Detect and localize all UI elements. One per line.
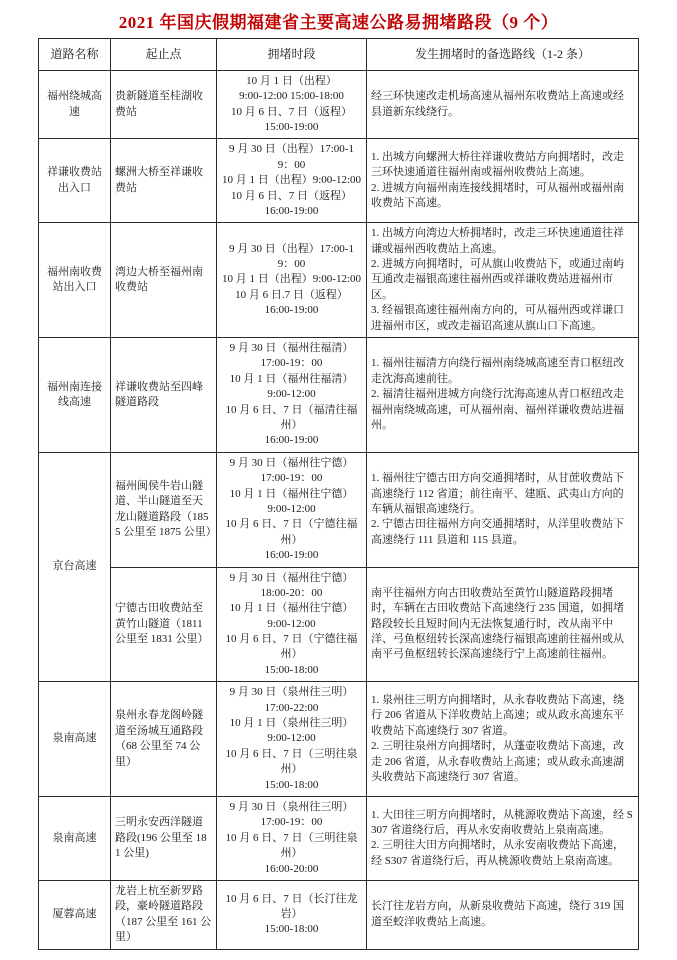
congestion-period-line: 9:00-12:00	[267, 388, 316, 401]
congestion-period-line: 15:00-18:00	[264, 663, 319, 676]
congestion-period-line: 10 月 6 日、7 日（三明往泉州）	[225, 747, 358, 776]
header-road-name: 道路名称	[39, 39, 111, 71]
congestion-period-line: 10 月 6 日、7 日（宁德往福州）	[225, 633, 358, 661]
congestion-period-cell	[217, 338, 367, 453]
congestion-period-cell	[217, 223, 367, 338]
alternative-route-item: 2. 进城方向拥堵时，可从旗山收费站下，或通过南屿互通改走福银高速往福州西或祥谦收费站进福州市区。	[371, 258, 624, 301]
congestion-period-line: 17:00-19：00	[260, 472, 323, 485]
start-end-cell: 泉州永春龙阁岭隧道至汤城互通路段（68 公里至 74 公里）	[111, 682, 217, 797]
congestion-period-line: 10 月 1 日（出程）9:00-12:00	[221, 174, 362, 187]
alternative-route-item: 长汀往龙岩方向，从新泉收费站下高速，绕行 319 国道至蛟洋收费站上高速。	[371, 900, 624, 928]
road-name-cell: 福州绕城高速	[39, 70, 111, 139]
congestion-period-line: 10 月 1 日（福州往福清）	[229, 372, 354, 385]
alternative-route-item: 2. 三明往泉州方向拥堵时，从蓬壶收费站下高速，改走 206 省道，从永春收费站上高速；或从政永高速湖头收费站下高速绕行 307 省道。	[371, 740, 624, 783]
alternative-route-item: 1. 福州往福清方向绕行福州南绕城高速至青口枢纽改走沈海高速前往。	[371, 357, 624, 385]
congestion-period-line: 9:00-12:00 15:00-18:00	[239, 90, 344, 103]
header-alternative-routes: 发生拥堵时的备选路线（1-2 条）	[367, 39, 639, 71]
congestion-period-line: 16:00-19:00	[264, 434, 319, 447]
page-title: 2021 年国庆假期福建省主要高速公路易拥堵路段（9 个）	[118, 13, 559, 32]
congestion-period-line: 10 月 6 日、7 日（返程）	[231, 105, 352, 118]
road-name-cell: 京台高速	[39, 452, 111, 681]
alternative-routes-cell	[367, 70, 639, 139]
table-row	[39, 70, 639, 139]
congestion-period-line: 10 月 6 日、7 日（长汀往龙岩）	[225, 892, 358, 921]
alternative-route-item: 经三环快速改走机场高速从福州东收费站上高速或经县道新东线绕行。	[371, 90, 624, 118]
alternative-route-item: 1. 出城方向螺洲大桥往祥谦收费站方向拥堵时，改走三环快速通道往福州南或福州收费站上高速。	[371, 151, 624, 179]
congestion-period-line: 9 月 30 日（出程）17:00-19：00	[229, 242, 354, 271]
congestion-period-line: 16:00-19:00	[264, 549, 319, 562]
congestion-period-cell	[217, 567, 367, 682]
congestion-period-line: 17:00-19：00	[260, 816, 323, 829]
table-row	[39, 139, 639, 223]
start-end-cell: 宁德古田收费站至黄竹山隧道（1811 公里至 1831 公里）	[111, 567, 217, 682]
header-congestion-period: 拥堵时段	[217, 39, 367, 71]
road-name-cell: 厦蓉高速	[39, 880, 111, 949]
congestion-period-line: 10 月 6 日、7 日（返程）	[231, 189, 352, 202]
congestion-period-line: 16:00-19:00	[264, 304, 319, 317]
alternative-routes-cell	[367, 338, 639, 453]
congestion-table-body	[39, 70, 639, 949]
congestion-period-line: 10 月 6 日、7 日（福清往福州）	[225, 403, 358, 431]
alternative-routes-cell	[367, 139, 639, 223]
start-end-cell: 龙岩上杭至新罗路段，豪岭隧道路段（187 公里至 161 公里）	[111, 880, 217, 949]
table-row	[39, 880, 639, 949]
congestion-period-line: 18:00-20：00	[260, 586, 323, 599]
road-name-cell: 福州南收费站出入口	[39, 223, 111, 338]
table-row	[39, 338, 639, 453]
road-name-cell: 祥谦收费站出入口	[39, 139, 111, 223]
congestion-period-line: 10 月 1 日（泉州往三明）	[229, 717, 354, 730]
congestion-period-line: 9 月 30 日（福州往宁德）	[229, 571, 354, 584]
congestion-period-line: 16:00-20:00	[264, 862, 319, 875]
start-end-cell: 三明永安西洋隧道路段(196 公里至 181 公里)	[111, 796, 217, 880]
congestion-period-line: 10 月 6 日、7 日（三明往泉州）	[225, 831, 358, 860]
road-name-cell: 福州南连接线高速	[39, 338, 111, 453]
alternative-route-item: 2. 宁德古田往福州方向交通拥堵时，从洋里收费站下高速绕行 111 县道和 115 县道。	[371, 518, 624, 546]
alternative-route-item: 1. 福州往宁德古田方向交通拥堵时，从甘蔗收费站下高速绕行 112 省道；前往南平、建瓯、武夷山方向的车辆从福银高速绕行。	[371, 472, 624, 515]
start-end-cell: 贵新隧道至桂湖收费站	[111, 70, 217, 139]
congestion-period-line: 10 月 1 日（福州往宁德）	[229, 602, 354, 615]
congestion-period-line: 10 月 6 日、7 日（宁德往福州）	[225, 518, 358, 546]
alternative-routes-cell	[367, 796, 639, 880]
alternative-routes-cell	[367, 880, 639, 949]
congestion-period-line: 10 月 1 日（福州往宁德）	[229, 487, 354, 500]
congestion-period-line: 9:00-12:00	[267, 617, 316, 630]
table-row	[39, 567, 639, 682]
congestion-period-line: 15:00-18:00	[264, 923, 319, 936]
congestion-period-cell	[217, 452, 367, 567]
alternative-routes-cell	[367, 223, 639, 338]
congestion-period-line: 17:00-19：00	[260, 357, 323, 370]
congestion-period-line: 10 月 6 日.7 日（返程）	[235, 288, 348, 301]
table-row	[39, 223, 639, 338]
road-name-cell: 泉南高速	[39, 682, 111, 797]
alternative-route-item: 1. 泉州往三明方向拥堵时，从永春收费站下高速，绕行 206 省道从下洋收费站上高速；或从政永高速东平收费站下高速绕行 307 省道。	[371, 693, 624, 737]
start-end-cell: 祥谦收费站至四峰隧道路段	[111, 338, 217, 453]
table-row	[39, 452, 639, 567]
alternative-routes-cell	[367, 567, 639, 682]
table-row	[39, 796, 639, 880]
start-end-cell: 福州闽侯牛岩山隧道、半山隧道至天龙山隧道路段（1855 公里至 1875 公里）	[111, 452, 217, 567]
congestion-period-cell	[217, 70, 367, 139]
congestion-period-line: 10 月 1 日（出程）	[246, 74, 337, 87]
congestion-period-line: 9 月 30 日（出程）17:00-19：00	[229, 143, 354, 171]
alternative-routes-cell	[367, 452, 639, 567]
start-end-cell: 湾边大桥至福州南收费站	[111, 223, 217, 338]
alternative-route-item: 南平往福州方向古田收费站至黄竹山隧道路段拥堵时，车辆在古田收费站下高速绕行 235 国道，如拥堵路段较长且短时间内无法恢复通行时，改从南平中洋、弓鱼枢纽转长深高速绕行福银高速前往福州或从南平弓鱼枢纽转长深高速绕行宁上高速前往福州。	[371, 586, 624, 661]
congestion-table	[38, 38, 639, 950]
congestion-period-line: 17:00-22:00	[264, 701, 319, 714]
congestion-period-line: 15:00-18:00	[264, 778, 319, 791]
congestion-period-line: 9 月 30 日（福州往宁德）	[229, 456, 354, 469]
congestion-period-line: 9 月 30 日（福州往福清）	[229, 342, 354, 355]
alternative-routes-cell	[367, 682, 639, 797]
congestion-period-line: 9:00-12:00	[267, 502, 316, 515]
table-header-row	[39, 39, 639, 71]
alternative-route-item: 2. 进城方向福州南连接线拥堵时，可从福州或福州南收费站下高速。	[371, 181, 624, 210]
congestion-period-cell	[217, 682, 367, 797]
congestion-period-line: 9 月 30 日（泉州往三明）	[229, 686, 354, 699]
start-end-cell: 螺洲大桥至祥谦收费站	[111, 139, 217, 223]
alternative-route-item: 1. 大田往三明方向拥堵时，从桃源收费站下高速，经 S307 省道绕行后，再从永安南收费站上泉南高速。	[371, 808, 633, 837]
table-row	[39, 682, 639, 797]
alternative-route-item: 2. 福清往福州进城方向绕行沈海高速从青口枢纽改走福州南绕城高速，可从福州南、福州祥谦收费站进福州。	[371, 388, 624, 431]
congestion-period-line: 10 月 1 日（出程）9:00-12:00	[221, 273, 362, 286]
alternative-route-item: 2. 三明往大田方向拥堵时，从永安南收费站下高速，经 S307 省道绕行后，再从桃源收费站上泉南高速。	[371, 839, 624, 867]
congestion-period-line: 15:00-19:00	[264, 120, 319, 133]
alternative-route-item: 3. 经福银高速往福州南方向的，可从福州西或祥谦口进福州市区，或改走福诏高速从旗山口下高速。	[371, 304, 624, 332]
road-name-cell: 泉南高速	[39, 796, 111, 880]
congestion-period-cell	[217, 796, 367, 880]
congestion-period-line: 9 月 30 日（泉州往三明）	[229, 800, 354, 813]
congestion-period-cell	[217, 880, 367, 949]
header-start-end: 起止点	[111, 39, 217, 71]
congestion-period-line: 16:00-19:00	[264, 204, 319, 217]
alternative-route-item: 1. 出城方向湾边大桥拥堵时，改走三环快速通道往祥谦或福州西收费站上高速。	[371, 227, 624, 255]
congestion-period-line: 9:00-12:00	[267, 732, 316, 745]
congestion-period-cell	[217, 139, 367, 223]
